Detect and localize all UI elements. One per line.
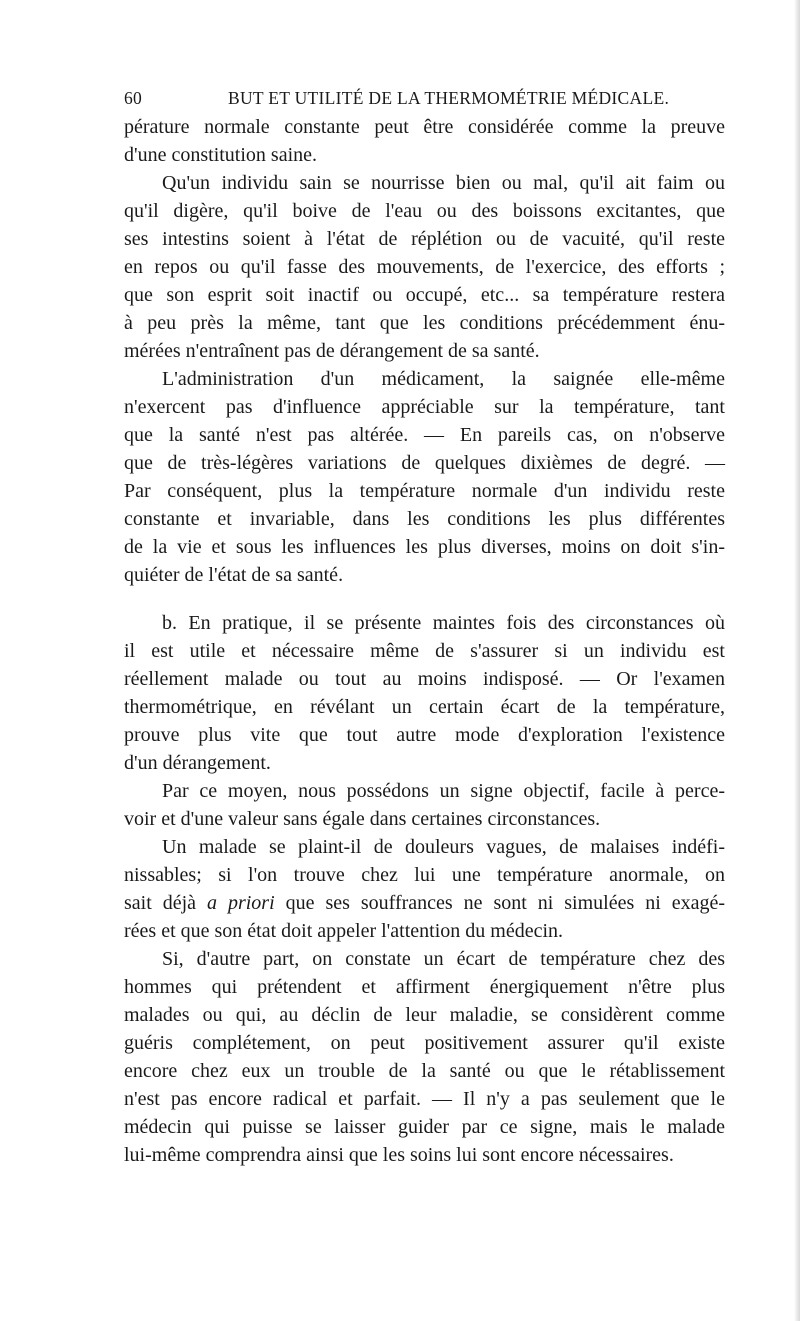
- section-gap: [124, 589, 725, 609]
- paragraph-5: [124, 777, 725, 833]
- text-line: rées et que son état doit appeler l'attention du médecin.: [124, 920, 564, 942]
- text-line-mixed: [124, 889, 725, 917]
- text-line: que son esprit soit inactif ou occupé, etc... sa température restera: [124, 284, 725, 306]
- text-line: Par ce moyen, nous possédons un signe objectif, facile à perce-: [162, 780, 725, 802]
- italic-a-priori: a priori: [207, 892, 275, 914]
- text-line: d'une constitution saine.: [124, 144, 318, 166]
- text-line: quiéter de l'état de sa santé.: [124, 564, 344, 586]
- text-line: médecin qui puisse se laisser guider par ce signe, mais le malade: [124, 1116, 725, 1138]
- text-line: pérature normale constante peut être considérée comme la preuve: [124, 116, 725, 138]
- text-line: mérées n'entraînent pas de dérangement de sa santé.: [124, 340, 540, 362]
- paragraph-3: [124, 365, 725, 589]
- paragraph-2: [124, 169, 725, 365]
- text-segment: sait déjà: [124, 892, 197, 914]
- text-line: n'est pas encore radical et parfait. — Il n'y a pas seulement que le: [124, 1088, 725, 1110]
- text-line: qu'il digère, qu'il boive de l'eau ou des boissons excitantes, que: [124, 200, 725, 222]
- running-title: BUT ET UTILITÉ DE LA THERMOMÉTRIE MÉDICALE.: [228, 88, 670, 108]
- text-line: de la vie et sous les influences les plus diverses, moins on doit s'in-: [124, 536, 725, 558]
- paragraph-1: [124, 113, 725, 169]
- text-line: encore chez eux un trouble de la santé ou que le rétablissement: [124, 1060, 725, 1082]
- text-line: Un malade se plaint-il de douleurs vagues, de malaises indéfi-: [162, 836, 725, 858]
- text-line: Qu'un individu sain se nourrisse bien ou mal, qu'il ait faim ou: [162, 172, 725, 194]
- text-line: thermométrique, en révélant un certain écart de la température,: [124, 696, 725, 718]
- text-line: que de très-légères variations de quelques dixièmes de degré. —: [124, 452, 725, 474]
- text-line: d'un dérangement.: [124, 752, 271, 774]
- paragraph-4: [124, 609, 725, 777]
- text-line: voir et d'une valeur sans égale dans certaines circonstances.: [124, 808, 601, 830]
- text-line: en repos ou qu'il fasse des mouvements, de l'exercice, des efforts ;: [124, 256, 725, 278]
- text-line: nissables; si l'on trouve chez lui une température anormale, on: [124, 864, 725, 886]
- text-line: L'administration d'un médicament, la saignée elle-même: [162, 368, 725, 390]
- text-line: constante et invariable, dans les conditions les plus différentes: [124, 508, 725, 530]
- page-number: 60: [124, 88, 143, 108]
- text-line: b. En pratique, il se présente maintes fois des circonstances où: [162, 612, 725, 634]
- text-line: à peu près la même, tant que les conditions précédemment énu-: [124, 312, 725, 334]
- body-text: [124, 113, 725, 1169]
- text-line: prouve plus vite que tout autre mode d'exploration l'existence: [124, 724, 725, 746]
- text-line: guéris complétement, on peut positivement assurer qu'il existe: [124, 1032, 725, 1054]
- text-line: lui-même comprendra ainsi que les soins lui sont encore nécessaires.: [124, 1144, 674, 1166]
- paragraph-7: [124, 945, 725, 1169]
- text-line: n'exercent pas d'influence appréciable sur la température, tant: [124, 396, 725, 418]
- text-line: hommes qui prétendent et affirment énergiquement n'être plus: [124, 976, 725, 998]
- text-line: réellement malade ou tout au moins indisposé. — Or l'examen: [124, 668, 725, 690]
- page-edge-shadow: [794, 0, 800, 1321]
- text-line: que la santé n'est pas altérée. — En pareils cas, on n'observe: [124, 424, 725, 446]
- text-segment: que ses souffrances ne sont ni simulées ni exagé-: [285, 892, 726, 914]
- running-head: [124, 88, 724, 114]
- text-line: Si, d'autre part, on constate un écart de température chez des: [162, 948, 725, 970]
- text-line: ses intestins soient à l'état de réplétion ou de vacuité, qu'il reste: [124, 228, 725, 250]
- paragraph-6: [124, 833, 725, 945]
- text-line: Par conséquent, plus la température normale d'un individu reste: [124, 480, 725, 502]
- text-line: il est utile et nécessaire même de s'assurer si un individu est: [124, 640, 725, 662]
- text-line: malades ou qui, au déclin de leur maladie, se considèrent comme: [124, 1004, 725, 1026]
